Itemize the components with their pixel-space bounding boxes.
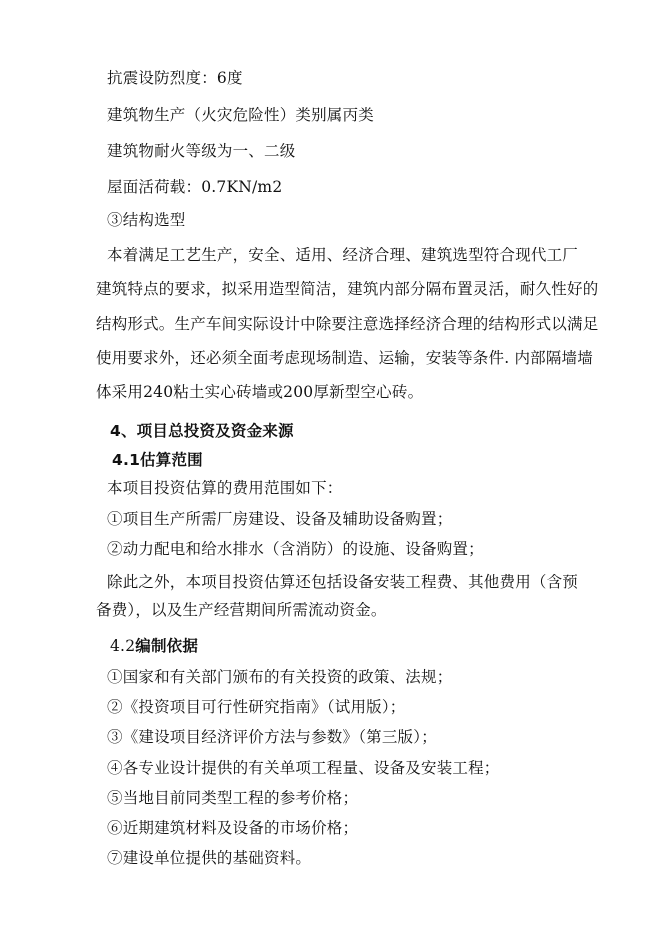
basis-item: ①国家和有关部门颁布的有关投资的政策、法规； [107,668,453,686]
structure-paragraph-line: 建筑特点的要求，拟采用造型简洁，建筑内部分隔布置灵活，耐久性好的 [96,280,599,298]
structure-paragraph-line: 体采用240粘土实心砖墙或200厚新型空心砖。 [96,383,424,401]
section4-2-number: 4.2 [110,637,136,655]
section4-1-intro: 本项目投资估算的费用范围如下： [107,479,343,497]
section4-2-title: 编制依据 [135,637,199,655]
scope-extra-line: 除此之外，本项目投资估算还包括设备安装工程费、其他费用（含预 [107,573,579,591]
section4-2-heading [110,635,198,657]
scope-extra-line: 备费），以及生产经营期间所需流动资金。 [96,601,387,619]
basis-item: ②《投资项目可行性研究指南》（试用版）； [107,698,406,716]
scope-item: ②动力配电和给水排水（含消防）的设施、设备购置； [107,540,484,558]
fire-rating-spec: 建筑物耐火等级为一、二级 [107,142,296,160]
basis-item: ④各专业设计提供的有关单项工程量、设备及安装工程； [107,759,500,777]
section4-1-heading: 4.1估算范围 [112,451,203,469]
basis-item: ③《建设项目经济评价方法与参数》（第三版）； [107,728,437,746]
basis-item: ⑤当地目前同类型工程的参考价格； [107,789,359,807]
roof-load-spec: 屋面活荷载：0.7KN/m2 [107,178,283,196]
structure-paragraph-line: 使用要求外，还必须全面考虑现场制造、运输，安装等条件. 内部隔墙墙 [96,349,593,367]
fire-category-spec: 建筑物生产（火灾危险性）类别属丙类 [107,106,374,124]
seismic-spec: 抗震设防烈度：6度 [107,69,243,87]
basis-item: ⑥近期建筑材料及设备的市场价格； [107,819,359,837]
structure-paragraph-line: 结构形式。生产车间实际设计中除要注意选择经济合理的结构形式以满足 [96,315,599,333]
structure-heading: ③结构选型 [107,211,186,229]
basis-item: ⑦建设单位提供的基础资料。 [107,849,312,867]
section4-heading: 4、项目总投资及资金来源 [110,422,294,440]
scope-item: ①项目生产所需厂房建设、设备及辅助设备购置； [107,510,453,528]
structure-paragraph-line: 本着满足工艺生产，安全、适用、经济合理、建筑选型符合现代工厂 [107,246,579,264]
